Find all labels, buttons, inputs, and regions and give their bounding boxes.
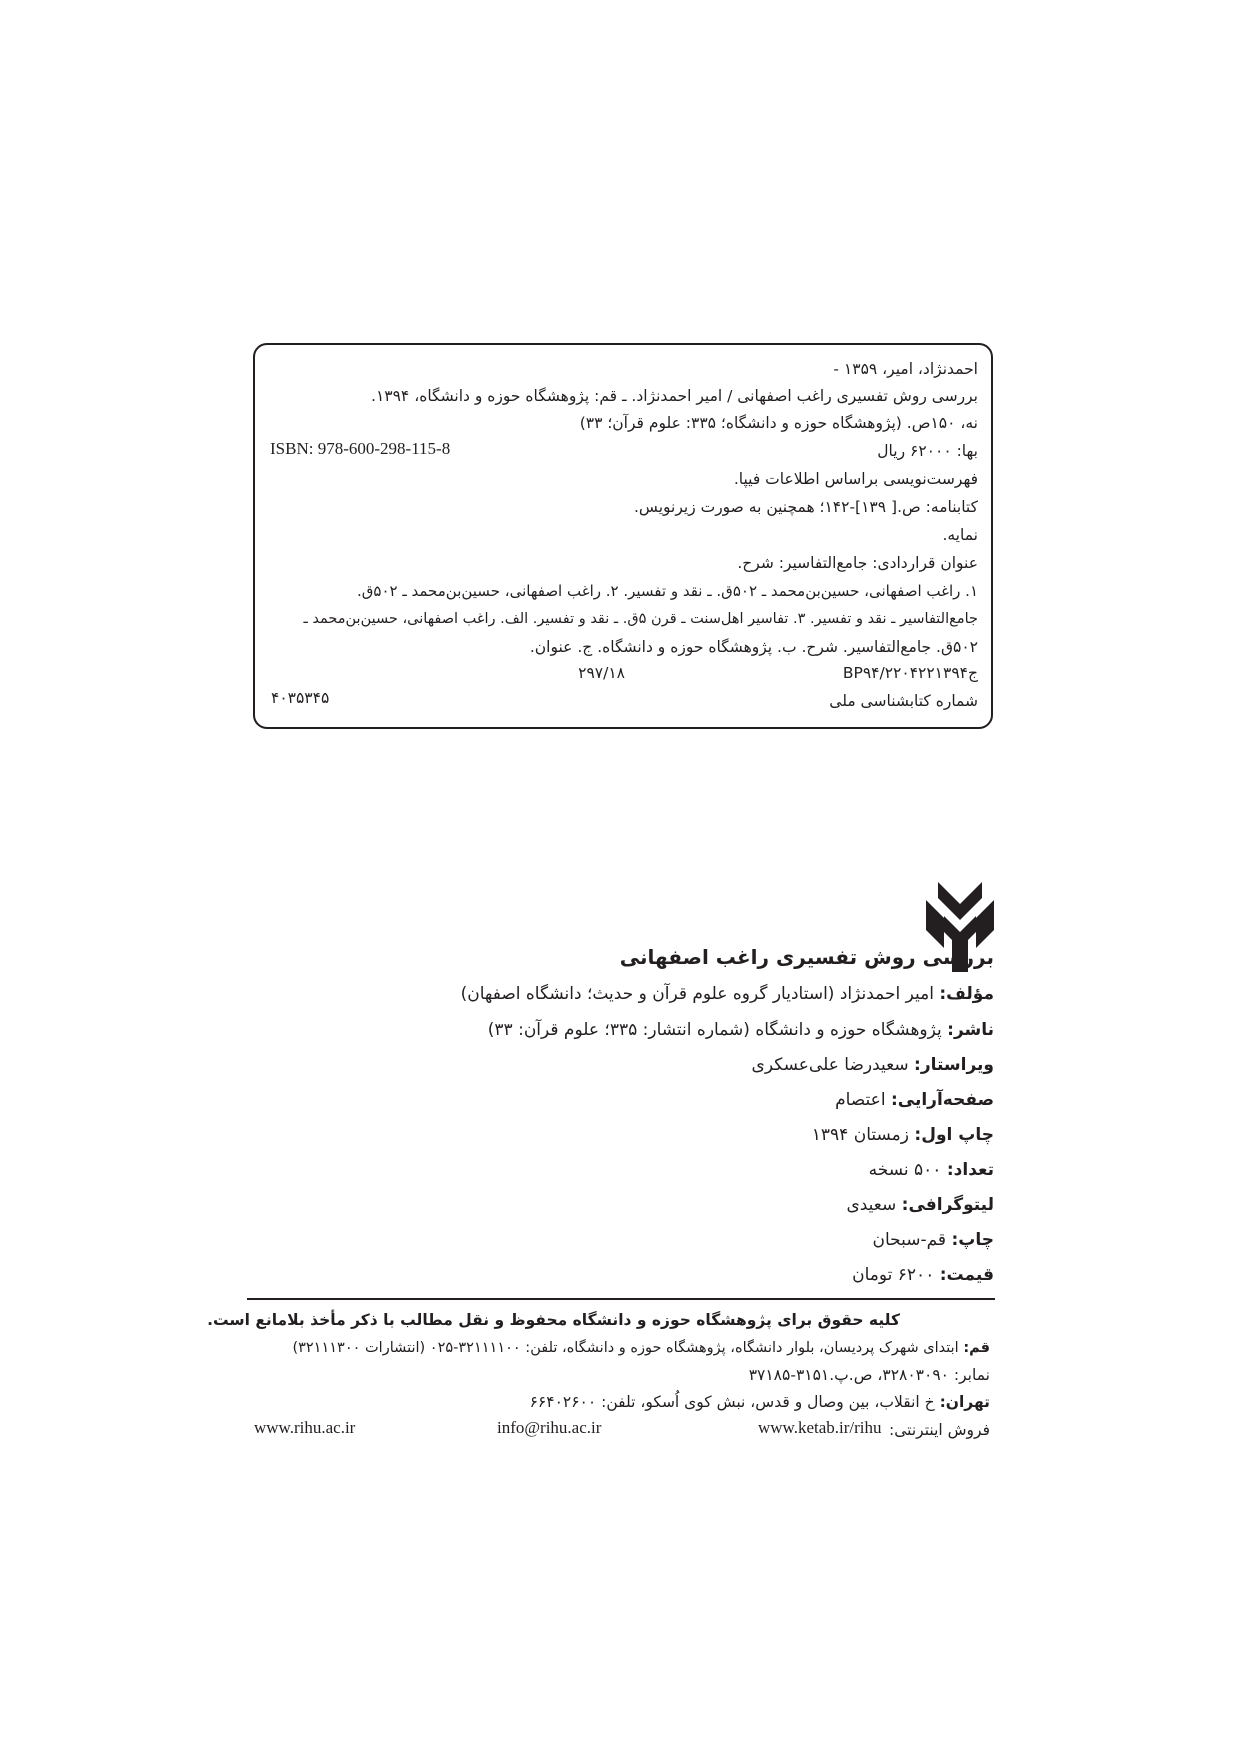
cip-lc-number: BP۹۴/۲ج۲۰۴۲۲۱۳۹۴ <box>842 664 978 682</box>
count-label: تعداد: <box>946 1160 994 1180</box>
cip-subjects-line-3: ۵۰۲ق. جامع‌التفاسیر. شرح. ب. پژوهشگاه حوزه و دانشگاه. ج. عنوان. <box>529 638 978 656</box>
book-title: بررسی روش تفسیری راغب اصفهانی <box>619 945 994 969</box>
cip-title-line: بررسی روش تفسیری راغب اصفهانی / امیر احمدنژاد. ـ قم: پژوهشگاه حوزه و دانشگاه، ۱۳۹۴. <box>371 387 978 405</box>
online-sale-label: فروش اینترنتی: <box>889 1421 990 1439</box>
publisher-label: ناشر: <box>947 1020 994 1040</box>
layout-label: صفحه‌آرایی: <box>890 1090 994 1110</box>
cip-uniform-title-line: عنوان قراردادی: جامع‌التفاسیر: شرح. <box>737 554 978 572</box>
count-line <box>869 1158 994 1182</box>
author-line <box>461 982 994 1006</box>
cip-pages-line: نه، ۱۵۰ص. (پژوهشگاه حوزه و دانشگاه؛ ۳۳۵: علوم قرآن؛ ۳۳) <box>579 414 978 432</box>
divider <box>247 1298 995 1300</box>
price-value: ۶۲۰۰ تومان <box>852 1265 935 1285</box>
cip-index-line: نمایه. <box>942 526 978 544</box>
cip-fipa-line: فهرست‌نویسی براساس اطلاعات فیپا. <box>733 470 978 488</box>
price-line <box>852 1263 994 1287</box>
publisher-line <box>488 1018 994 1042</box>
editor-label: ویراستار: <box>914 1055 994 1075</box>
edition-label: چاپ اول: <box>914 1125 994 1145</box>
tehran-value: خ انقلاب، بین وصال و قدس، نبش کوی اُسکو، تلفن: ۶۶۴۰۲۶۰۰ <box>529 1393 935 1411</box>
edition-line <box>812 1123 994 1147</box>
qom-label: قم: <box>963 1340 990 1356</box>
website-link[interactable]: www.rihu.ac.ir <box>254 1418 356 1437</box>
fax-line: نمابر: ۳۲۸۰۳۰۹۰، ص.پ.۳۱۵۱-۳۷۱۸۵ <box>748 1366 990 1384</box>
print-line <box>872 1228 994 1252</box>
editor-line <box>752 1053 994 1077</box>
author-value: امیر احمدنژاد (استادیار گروه علوم قرآن و حدیث؛ دانشگاه اصفهان) <box>460 984 934 1004</box>
print-label: چاپ: <box>951 1230 994 1250</box>
tehran-address <box>530 1391 990 1413</box>
cip-national-number: ۴۰۳۵۳۴۵ <box>271 689 330 707</box>
cip-subjects-line-2: جامع‌التفاسیر ـ نقد و تفسیر. ۳. تفاسیر اهل‌سنت ـ قرن ۵ق. ـ نقد و تفسیر. الف. راغب اصفهانی، حسین‌بن‌محمد ـ <box>303 611 978 627</box>
litho-line <box>846 1193 994 1217</box>
online-sale-link[interactable]: www.ketab.ir/rihu <box>758 1418 882 1437</box>
litho-value: سعیدی <box>846 1195 897 1215</box>
cip-national-label: شماره کتابشناسی ملی <box>829 692 978 710</box>
layout-line <box>835 1088 994 1112</box>
qom-value: ابتدای شهرک پردیسان، بلوار دانشگاه، پژوهشگاه حوزه و دانشگاه، تلفن: ۳۲۱۱۱۱۰۰-۰۲۵ (انتشارات ۳۲۱۱۱۳۰۰) <box>292 1340 959 1356</box>
cip-price-line: بها: ۶۲۰۰۰ ریال <box>877 442 978 460</box>
qom-address <box>292 1337 990 1359</box>
cip-bibliography-line: کتابنامه: ص.[ ۱۳۹]-۱۴۲؛ همچنین به صورت زیرنویس. <box>634 498 978 516</box>
editor-value: سعیدرضا علی‌عسکری <box>751 1055 909 1075</box>
publisher-value: پژوهشگاه حوزه و دانشگاه (شماره انتشار: ۳۳۵؛ علوم قرآن: ۳۳) <box>487 1020 942 1040</box>
rights-notice: کلیه حقوق برای پژوهشگاه حوزه و دانشگاه محفوظ و نقل مطالب با ذکر مأخذ بلامانع است. <box>207 1311 900 1329</box>
email-link[interactable]: info@rihu.ac.ir <box>497 1418 602 1437</box>
author-label: مؤلف: <box>939 984 994 1004</box>
cip-author-line: احمدنژاد، امیر، ۱۳۵۹ - <box>833 360 978 378</box>
count-value: ۵۰۰ نسخه <box>868 1160 942 1180</box>
cip-dewey-number: ۲۹۷/۱۸ <box>578 664 625 682</box>
cip-isbn: ISBN: 978-600-298-115-8 <box>270 439 451 458</box>
edition-value: زمستان ۱۳۹۴ <box>811 1125 909 1145</box>
tehran-label: تهران: <box>939 1393 990 1411</box>
layout-value: اعتصام <box>835 1090 886 1110</box>
litho-label: لیتوگرافی: <box>901 1195 994 1215</box>
price-label: قیمت: <box>939 1265 994 1285</box>
cip-subjects-line-1: ۱. راغب اصفهانی، حسین‌بن‌محمد ـ ۵۰۲ق. ـ نقد و تفسیر. ۲. راغب اصفهانی، حسین‌بن‌محمد ـ ۵۰۲ق. <box>357 582 978 600</box>
print-value: قم-سبحان <box>872 1230 947 1250</box>
